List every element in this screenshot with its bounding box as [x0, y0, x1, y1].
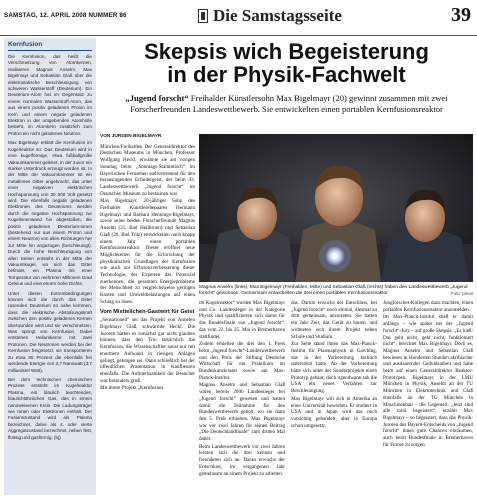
- body-paragraph: im Kugelreaktor“ wurden Max Bigelmayr und Co. Landessieger in der Kategorie Physik und qualifizierten sich damit für das Bundesfinale von „Jugend forscht“, das vom 22. bis 25. Mai in Bremerhaven stattfindet.: [199, 300, 285, 340]
- sidebar-divider: [8, 50, 92, 51]
- issue-date: SAMSTAG, 12. APRIL 2008 NUMMER 86: [4, 12, 127, 19]
- text-column-2: [199, 300, 285, 498]
- body-paragraph: Max Bigelmayr, 20-jähriger Sohn des Freihalder Künstlerehepaares Hermann Bigelmayr und Barbara Hennings-Bigelmayr, sowie seine beiden Forscherfreunde Magnus Anselm (21, Bad Heilbrunn) und Sebastian Glaß (20, Bad Tölz) entwickelten nach knapp einem Jahr einen portablen Kernfusionsreaktor. Dieser eröffnet neue Möglichkeiten für die Erforschung der physikalischen Grundlagen der Kernfusion wie auch zur Effizienzverbesserung dieser Technologie, der Experten das Potenzial zuerkennen, die gesamten Energieprobleme der Menschheit zu vergleichsweise geringen Kosten und Umweltbelastungen auf einen Schlag zu lösen.: [100, 198, 195, 305]
- body-paragraph: das. Darum erwuchs der Entschluss, bei „Jugend forscht“ noch einmal, diesmal zu dritt gemeinsam, anzutreten. Sie hatten ein Jahr Zeit, das Gerät zu bauen, und widmeten sich ihrem Projekt neben Schule und Studium.: [291, 300, 377, 340]
- headline: [100, 40, 473, 86]
- headline-line-1: Skepsis wich Begeisterung: [144, 39, 429, 64]
- text-column-1: [100, 134, 195, 498]
- body-paragraph: Zur Seite stand ihnen das Max-Planck-Institut für Plasmaphysik in Garching, das in der Vorbereitung fachlich unterstützt hatte. Ab der Vorbereitung hätte sich unter der Sonderprojekte einen Prototyp gebaut, doch irgendwann sah die USA ein neues Verfahren zur Beschleunigung.: [291, 341, 377, 395]
- body-paragraph: „Sensationell“ sei das Projekt von Annelen Bigelmayr Glaß, schwärmte Heckl. Die Juroren hätten es zunächst gar nicht glauben können, dass den Trio tatsächlich die Kernfusion, die Wissenschaftler sonst nur mit enormem Aufwand in riesigen Anlagen gelingt, gelungen sei. Dann schließlich bei der öffentlichen Präsentation in Kaufbeuren ebenfalls. Die Aufmerksamkeit der Besucher war besonders groß.: [100, 317, 195, 384]
- body-paragraph: Max Bigelmayr will sich in Amerika an einer Universität bewerben. Er studiert in USA und in Japan wird das noch vorsichtig gehandelt, aber in Europa schon umgesetzt.: [291, 395, 377, 429]
- body-paragraph: München/Freihalden Der Generaldirektor des Deutschen Museums in München, Professor Wolfgang Heckl, erwähnte sie am vorigen Sonntag beim „Sonntags-Stammtisch“ im Bayerischen Fernsehen stellvertretend für den herausragenden Erfindergeist, der beim 43. Landeswettbewerb „Jugend forscht“ im Deutschen Museum zu bestaunen war.: [100, 143, 195, 197]
- page-number: 39: [451, 4, 471, 26]
- body-paragraph: Magnus Anselm und Sebastian Glaß waren bereits 2006 Landessieger bei „Jugend forscht“ gewesen und hatten damit die Teilnahme für den Bundeswettbewerb geholt, wo sie dann den 5. Preis erhielten. Max Bigelmayr war vor zwei Jahren für seinen Beitrag „Die Deutschlandfinale“ zum dritten Mal dabei.: [199, 382, 285, 443]
- article-photo: [199, 134, 473, 282]
- body-paragraph: Im Max-Planck-Institut stieß er damit anfangs – wie später bei der „Jugend forscht“-Jury – auf große Skepsis. „Es hieß: Das geht nicht, geht nicht, funktioniert nicht“, berichtet Max Bigelmayr. Doch es, Magnus Anselm und Sebastian Glaß bewiesen in Hunderten Stunden akribischer und ausdauernder Geduldsarbeit und habe beim auf einen Generaldirektor Reaktor-Prototypen. Bigelmayr in der LMU München in Physik, Anselm an der TU München in Elektrotechnik und Glaß ebenfalls an der TU München in Maschinenbau – die Gegenteil. „Jetzt sind alle total begeistert“, erzählt Max Bigelmayr – so begeistert, dass das Physik-Juroren des Bayern-Entscheids von „Jugend forscht“ ihnen gute Chancen einräumen, auch beim Bundesfinale in Bremerhaven für Furore zu sorgen.: [383, 314, 473, 448]
- body-paragraph: Zudem erhielten die drei den 1. Preis beim „Jugend forscht“-Landeswettbewerb und den Preis der Stiftung Deutsche Wirtschaft für ein Praktikum im Bundeskanzleramt sowie am Max-Planck-Institut.: [199, 341, 285, 381]
- sidebar-paragraph: Die Kernfusion, das heißt die Verschmelzung von Atomkernen, realisieren Magnus Anselm, Max Bigelmayr und Sebastian Glaß über die elektrostatische Beschleunigung von schweren Wasserstoff (Deuterium). Ein Deuterium-Atom hat im Gegensatz zu einem normalen Wasserstoff-Atom, das aus einem positiv geladenen Proton im Kern und einem negativ geladenen Elektron in der umgebenden Atomhülle besteht, im Atomkern zusätzlich zum Proton ein nicht geladenes Neutron.: [8, 54, 92, 136]
- byline: VON JÜRGEN BIGELMAYR: [100, 134, 162, 139]
- section-title: Die Samstagsseite: [213, 6, 342, 25]
- sidebar-paragraph: Unter diesen Extrembedingungen können sich die durch das Gitter rasenden Deuterium so nahe kommen, dass die elektrische Abstoßungskraft zwischen den positiv geladenen Kernen überwunden wird und sie verschmelzen. Was springt von Kernfusion. Dabei entstehen Heliumkerne mit zwei Protonen. Die Neutronen werden bei der Kernfusion freigesetzt, sie transportieren zu etwa 85 Prozent die ebenfalls frei werdende Energie von 3,7 Nanowatt (3,7 milliardstel Watt).: [8, 290, 92, 373]
- deck-kicker: „Jugend forscht“: [125, 93, 189, 103]
- photo-credit: Foto: privat: [451, 291, 473, 296]
- body-paragraph: Jungforscher-Kollegen dazu machten, einen portablen Kernfusionsreaktor anzumelden.: [383, 300, 473, 313]
- text-column-3: [291, 300, 377, 498]
- sidebar-paragraph: Bei dem technischen chemischen Prozess entsteht im Kugelreaktor Plasma, ein bläulich leuchtendes, blaulichtähnliches Gas, das in einem nanoweisenen Kreis. Die Ladungsträger wie Ionen oder Elektronen enthält. Der Fusionszustand wird als Plasma bezeichnet, dabei als 4. oder vierte Aggregatzustand bezeichnet, neben fest, flüssig und gasförmig. (bj): [8, 376, 92, 440]
- masthead: [0, 0, 477, 36]
- photo-illustration: [199, 134, 473, 282]
- newspaper-logo-icon: [198, 9, 208, 23]
- sidebar-heading: Kernfusion: [8, 41, 43, 48]
- body-paragraph: Mit ihrem Projekt „Kernfusion: [100, 385, 163, 392]
- subheading: Vom Mistteilchen-Gastwirt für Geist: [100, 308, 195, 315]
- text-column-4: [383, 300, 473, 498]
- deck-text: Freihalder Künstlersohn Max Bigelmayr (20) gewinnt zusammen mit zwei Forscherfreunden Landeswettbewerb. Sie entwickelten einen portablen Kernfusionsreaktor: [130, 93, 448, 114]
- sidebar-paragraph: Max Bigelmayr erklärt die Kernfusion im Kugelreaktor so: Das Deuterium wird in eine kugelförmige, etwa fußballgroße Vakuumkammer geleitet, in der zuvor ein starker Unterdruck erzeugt worden ist. In der Mitte der Vakuumkammer ist ein metallenes Gitter angebracht, das unter einer negativen elektrischen Hochspannung von 30 000 Volt gesetzt wird. Die ebenfalls negativ geladenen Elektronen des Deuteriums werden durch die negative Hochspannung zur Kugelinnenwand hin abgestoßen, die positiv geladenen Deuterium-Ionen (bestehend nur aus einem Proton und einem Neutron) von allen Richtungen her zur Mitte hin angezogen (beschleunigt). Durch die hohe Beschleunigung von allen Seiten entsteht in der Mitte der Vakuumkugel, wo sich das Gitter befindet, ein Plasma mit einer Temperatur von mehreren Millionen Grad Celsius und eine enorm hohe Dichte.: [8, 140, 92, 287]
- body-paragraph: Beim Landeswettbewerb vor zwei Jahren lernten sich die drei kennen und freundeten sich an. Daran erwuchs der Entschluss, im vergangenen Jahr gemeinsam an einem Projekt zu arbeiten.: [199, 443, 285, 477]
- sidebar-infobox: [4, 38, 96, 495]
- article-body: [100, 134, 473, 498]
- article-deck: [100, 93, 473, 114]
- article: [100, 38, 473, 498]
- photo-caption: [199, 285, 473, 297]
- headline-line-2: in der Physik-Fachwelt: [167, 62, 406, 87]
- caption-text: Magnus Anselm (links), Max Bigelmayr (Freihalden, Mitte) und Sebastian Glaß (rechts) haben den Landeswettbewerb „Jugend forscht“ gewonnen. Gemeinsam entwickelten die drei einen portablen Kernfusionsreaktor.: [199, 285, 468, 296]
